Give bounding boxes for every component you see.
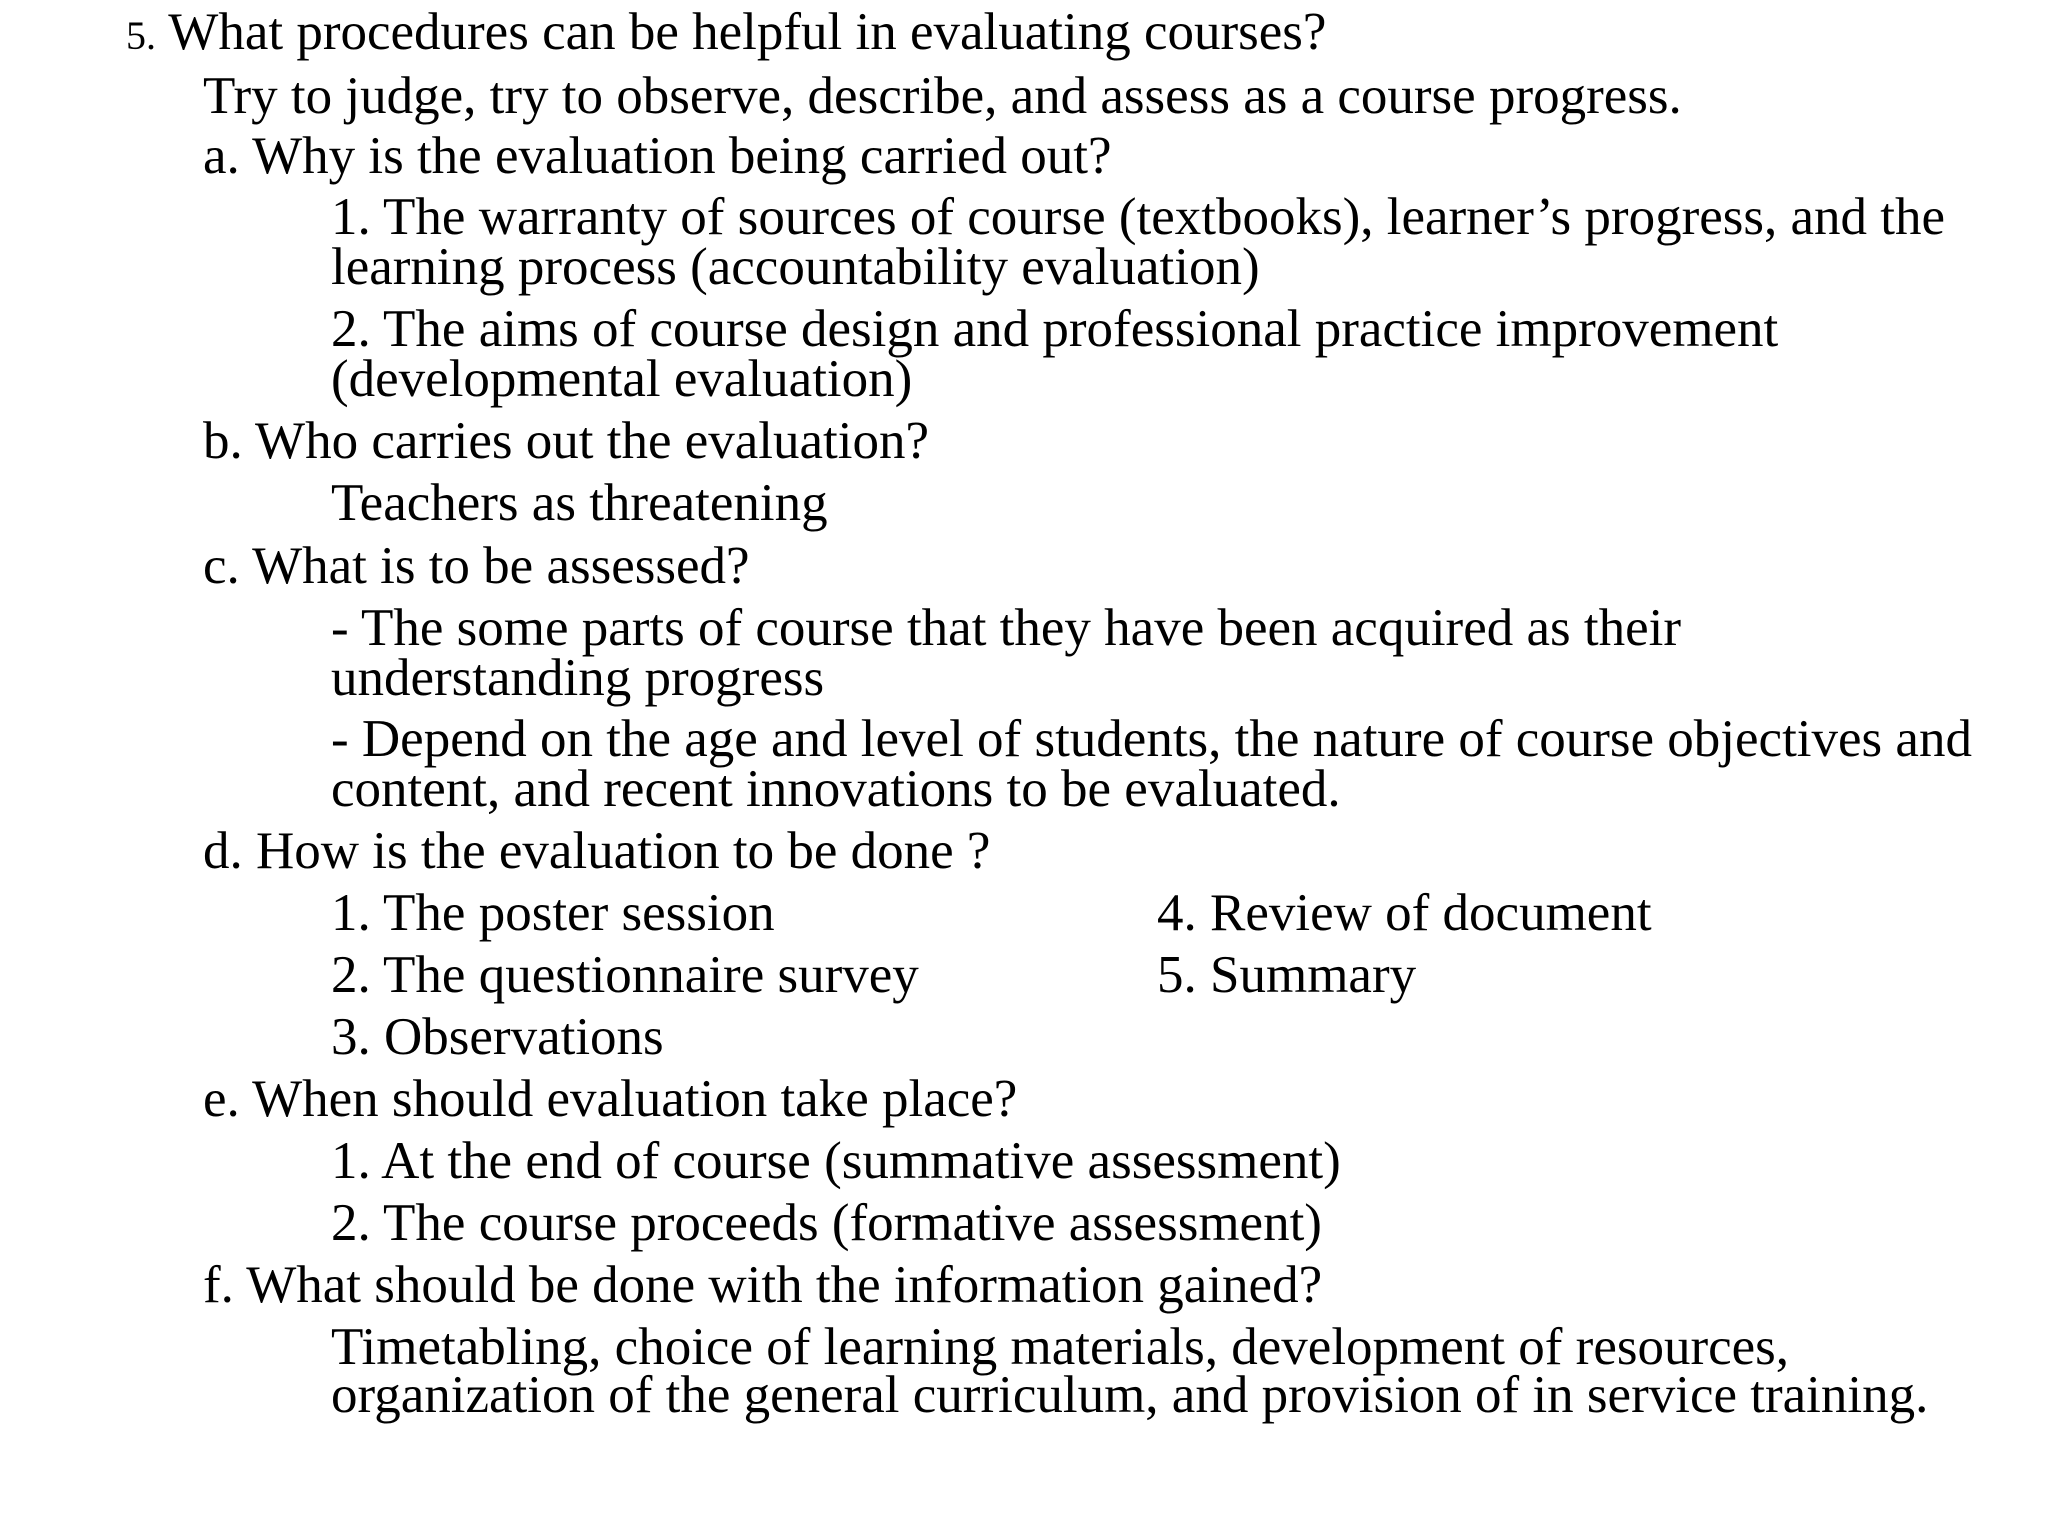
section-b-heading: b. Who carries out the evaluation? [203,412,930,470]
section-e-item-1: 1. At the end of course (summative assessment) [331,1132,1341,1190]
section-d-item-3: 3. Observations [331,1008,664,1066]
section-d-item-1: 1. The poster session [331,884,775,942]
section-b-answer: Teachers as threatening [331,474,828,532]
section-c-heading: c. What is to be assessed? [203,537,750,595]
section-a-item-1-line-2: learning process (accountability evaluation) [331,238,1260,296]
section-a-item-1-line-1: 1. The warranty of sources of course (textbooks), learner’s progress, and the [331,188,1946,246]
question-text: What procedures can be helpful in evaluating courses? [168,3,1327,61]
section-f-answer-line-2: organization of the general curriculum, and provision of in service training. [331,1366,1929,1424]
section-f-answer-line-1: Timetabling, choice of learning materials, development of resources, [331,1318,1790,1376]
section-a-heading: a. Why is the evaluation being carried out? [203,127,1112,185]
section-c-item-1-line-2: understanding progress [331,649,825,707]
section-d-heading: d. How is the evaluation to be done ? [203,822,991,880]
question-number: 5. [126,13,156,58]
section-f-heading: f. What should be done with the information gained? [203,1256,1323,1314]
question-heading [126,3,1327,61]
section-d-item-4: 4. Review of document [1157,884,1652,942]
section-c-item-2-line-2: content, and recent innovations to be evaluated. [331,760,1341,818]
section-d-item-5: 5. Summary [1157,946,1417,1004]
section-a-item-2-line-1: 2. The aims of course design and professional practice improvement [331,300,1779,358]
section-d-item-2: 2. The questionnaire survey [331,946,919,1004]
question-intro: Try to judge, try to observe, describe, and assess as a course progress. [203,67,1682,125]
section-c-item-1-line-1: - The some parts of course that they have been acquired as their [331,599,1681,657]
section-e-heading: e. When should evaluation take place? [203,1070,1018,1128]
section-e-item-2: 2. The course proceeds (formative assessment) [331,1194,1322,1252]
section-a-item-2-line-2: (developmental evaluation) [331,350,913,408]
section-c-item-2-line-1: - Depend on the age and level of students, the nature of course objectives and [331,710,1972,768]
